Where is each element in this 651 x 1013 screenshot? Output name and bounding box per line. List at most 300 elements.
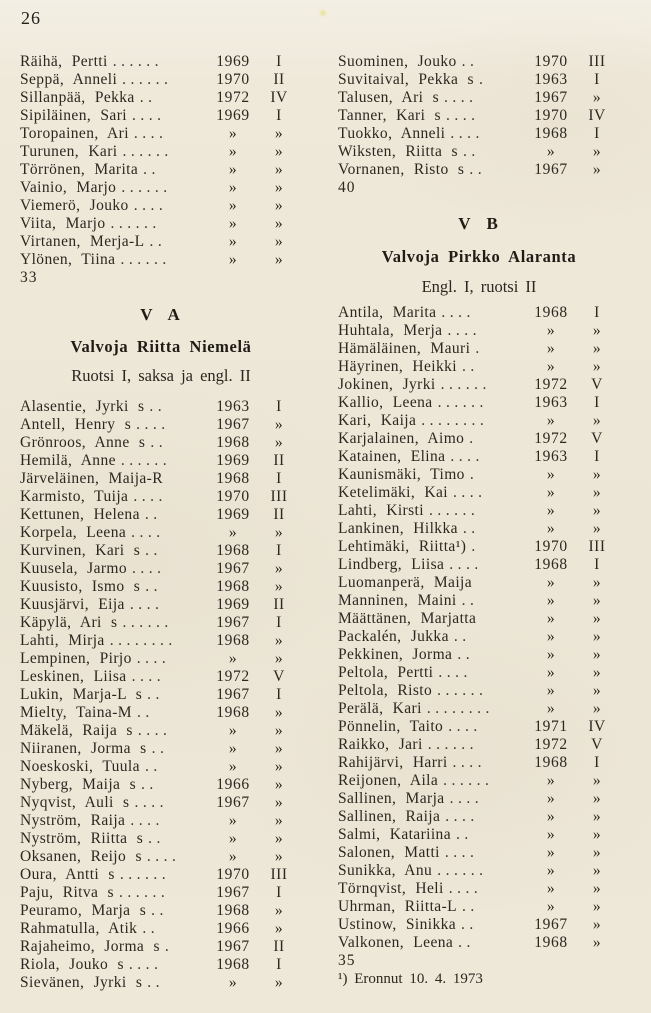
student-year: » (546, 340, 556, 357)
student-name: Kuusjärvi, Eija (20, 596, 125, 613)
student-name: Toropainen, Ari (20, 125, 129, 142)
previous-class-student-count: 33 (20, 269, 38, 286)
dot-leader: .... (449, 556, 483, 573)
dot-leader: .. (145, 542, 162, 559)
student-year: 1967 (216, 938, 250, 955)
student-class-numeral: I (276, 686, 282, 703)
dot-leader: ...... (437, 862, 488, 879)
student-row (338, 592, 620, 610)
student-row (338, 880, 620, 898)
dot-leader: ...... (110, 215, 161, 232)
student-year: » (228, 161, 238, 178)
student-row (338, 304, 620, 322)
student-row (338, 161, 620, 179)
student-class-numeral: » (274, 740, 284, 757)
student-row (338, 610, 620, 628)
student-class-numeral: » (592, 358, 602, 375)
dot-leader: .... (129, 596, 164, 613)
student-year: 1971 (534, 718, 568, 735)
dot-leader: .. (462, 143, 480, 160)
student-class-numeral: » (592, 143, 602, 160)
student-class-numeral: » (274, 830, 284, 847)
student-row (20, 434, 302, 452)
student-row (338, 826, 620, 844)
student-year: 1970 (216, 71, 250, 88)
student-name: Oura, Antti s (20, 866, 115, 883)
student-class-numeral: » (274, 161, 284, 178)
dot-leader: .. (462, 898, 479, 915)
dot-leader: .. (461, 592, 479, 609)
dot-leader: .... (132, 560, 166, 577)
student-class-numeral: II (273, 452, 285, 469)
student-year: » (546, 628, 556, 645)
student-name: Alasentie, Jyrki s (20, 398, 145, 415)
dot-leader: .. (150, 434, 168, 451)
dot-leader: .... (448, 880, 483, 897)
student-row (20, 398, 302, 416)
student-name: Vornanen, Risto s (338, 161, 465, 178)
dot-leader: .... (448, 718, 482, 735)
student-name: Leskinen, Liisa (20, 668, 127, 685)
dot-leader: .. (136, 704, 154, 721)
previous-class-student-list (20, 53, 302, 269)
student-name: Käpylä, Ari s (20, 614, 118, 631)
student-year: » (228, 143, 238, 160)
scan-artifact-speck (320, 10, 326, 16)
student-row (20, 902, 302, 920)
student-row (20, 596, 302, 614)
student-year: 1963 (534, 71, 568, 88)
student-row (20, 578, 302, 596)
student-class-numeral: » (592, 700, 602, 717)
student-class-numeral: I (594, 125, 600, 142)
student-name: Packalén, Jukka (338, 628, 449, 645)
student-row (20, 470, 302, 488)
student-year: 1969 (216, 596, 250, 613)
student-year: » (228, 650, 238, 667)
student-year: » (546, 790, 556, 807)
student-class-numeral: » (274, 215, 284, 232)
student-class-numeral: » (592, 592, 602, 609)
student-name: Nyqvist, Auli s (20, 794, 130, 811)
student-name: Valkonen, Leena (338, 934, 454, 951)
dot-leader: ...... (437, 682, 488, 699)
dot-leader: .. (457, 646, 475, 663)
dot-leader: .. (144, 758, 162, 775)
class-va-student-list (20, 398, 302, 992)
student-year: 1967 (216, 416, 250, 433)
student-row (338, 520, 620, 538)
dot-leader: .. (461, 53, 479, 70)
dot-leader: .. (462, 358, 479, 375)
student-row (338, 844, 620, 862)
student-class-numeral: » (274, 812, 284, 829)
student-name: Riola, Jouko s (20, 956, 124, 973)
student-name: Hämäläinen, Mauri (338, 340, 471, 357)
dot-leader: ...... (120, 452, 172, 469)
student-name: Seppä, Anneli (20, 71, 118, 88)
student-class-numeral: » (274, 650, 284, 667)
student-row (20, 71, 302, 89)
student-class-numeral: II (273, 938, 285, 955)
student-year: » (546, 646, 556, 663)
student-row (20, 920, 302, 938)
student-name: Reijonen, Aila (338, 772, 439, 789)
student-class-numeral: I (594, 71, 600, 88)
student-row (338, 646, 620, 664)
student-row (338, 502, 620, 520)
student-row (338, 358, 620, 376)
student-year: 1963 (534, 394, 568, 411)
student-year: 1968 (534, 556, 568, 573)
student-year: » (228, 251, 238, 268)
student-row (20, 632, 302, 650)
class-vb-student-list (338, 304, 620, 952)
student-row (338, 538, 620, 556)
student-name: Jokinen, Jyrki (338, 376, 436, 393)
dot-leader: .... (450, 448, 484, 465)
student-year: » (546, 808, 556, 825)
student-year: » (546, 844, 556, 861)
student-year: 1970 (534, 53, 568, 70)
student-row (338, 718, 620, 736)
student-row (20, 452, 302, 470)
student-name: Lukin, Marja-L s (20, 686, 143, 703)
student-class-numeral: » (592, 916, 602, 933)
dot-leader: .... (136, 650, 171, 667)
right-column (338, 0, 620, 988)
student-class-numeral: » (592, 808, 602, 825)
student-row (338, 862, 620, 880)
dot-leader: .... (133, 197, 168, 214)
student-row (20, 251, 302, 269)
student-row (338, 322, 620, 340)
student-row (20, 830, 302, 848)
student-row (338, 574, 620, 592)
student-row (20, 506, 302, 524)
section-heading-vb: V B (458, 214, 500, 233)
student-class-numeral: » (274, 416, 284, 433)
student-row (338, 376, 620, 394)
student-row (338, 736, 620, 754)
student-row (20, 704, 302, 722)
student-class-numeral: » (592, 862, 602, 879)
student-name: Ketelimäki, Kai (338, 484, 448, 501)
student-class-numeral: » (592, 790, 602, 807)
student-year: » (546, 520, 556, 537)
student-year: 1968 (216, 632, 250, 649)
student-class-numeral: » (274, 197, 284, 214)
student-row (338, 71, 620, 89)
dot-leader: ........ (426, 700, 494, 717)
supervisor-name-va: Valvoja Riitta Niemelä (70, 337, 252, 356)
student-name: Peuramo, Marja s (20, 902, 147, 919)
student-class-numeral: » (274, 578, 284, 595)
student-name: Wiksten, Riitta s (338, 143, 458, 160)
student-name: Pönnelin, Taito (338, 718, 444, 735)
dot-leader: .... (441, 304, 475, 321)
student-row (20, 197, 302, 215)
student-name: Niiranen, Jorma s (20, 740, 147, 757)
student-class-numeral: » (592, 412, 602, 429)
student-class-numeral: » (592, 646, 602, 663)
student-row (20, 488, 302, 506)
student-class-numeral: I (276, 470, 282, 487)
student-class-numeral: » (274, 125, 284, 142)
student-class-numeral: » (274, 233, 284, 250)
dot-leader: .. (142, 920, 160, 937)
student-year: » (546, 412, 556, 429)
dot-leader: .. (151, 740, 169, 757)
student-year: » (228, 758, 238, 775)
student-year: 1972 (534, 736, 568, 753)
student-class-numeral: I (276, 53, 282, 70)
student-year: » (546, 898, 556, 915)
student-class-numeral: » (592, 844, 602, 861)
student-name: Törnqvist, Heli (338, 880, 444, 897)
student-class-numeral: I (276, 956, 282, 973)
student-class-numeral: » (592, 610, 602, 627)
student-year: » (228, 974, 238, 991)
student-name: Peltola, Risto (338, 682, 433, 699)
student-name: Noeskoski, Tuula (20, 758, 140, 775)
student-row (338, 934, 620, 952)
dot-leader: ...... (119, 884, 170, 901)
student-row (20, 686, 302, 704)
student-class-numeral: » (592, 934, 602, 951)
student-row (20, 179, 302, 197)
student-year: » (228, 524, 238, 541)
student-name: Manninen, Maini (338, 592, 457, 609)
student-year: » (228, 812, 238, 829)
student-name: Rahmatulla, Atik (20, 920, 138, 937)
student-year: » (546, 772, 556, 789)
dot-leader: .. (147, 974, 165, 991)
student-year: 1969 (216, 107, 250, 124)
dot-leader: ...... (443, 772, 494, 789)
student-class-numeral: IV (588, 107, 606, 124)
student-name: Raikko, Jari (338, 736, 423, 753)
student-row (338, 89, 620, 107)
student-year: 1967 (534, 89, 568, 106)
student-name: Antila, Marita (338, 304, 437, 321)
student-name: Mielty, Taina-M (20, 704, 132, 721)
student-class-numeral: » (592, 574, 602, 591)
student-class-numeral: » (274, 920, 284, 937)
student-row (20, 125, 302, 143)
student-class-numeral: » (592, 520, 602, 537)
student-name: Katainen, Elina (338, 448, 446, 465)
dot-leader: .... (131, 107, 166, 124)
student-name: Sunikka, Anu (338, 862, 433, 879)
student-class-numeral: » (274, 722, 284, 739)
student-row (20, 416, 302, 434)
student-row (338, 125, 620, 143)
dot-leader: .... (146, 848, 181, 865)
student-year: 1968 (534, 304, 568, 321)
dot-leader: .... (450, 125, 484, 142)
student-name: Viita, Marjo (20, 215, 106, 232)
student-year: » (546, 466, 556, 483)
student-name: Ylönen, Tiina (20, 251, 116, 268)
student-year: 1966 (216, 776, 250, 793)
student-row (20, 758, 302, 776)
student-year: » (546, 880, 556, 897)
student-year: 1972 (216, 89, 250, 106)
student-year: 1970 (534, 538, 568, 555)
student-year: 1967 (534, 916, 568, 933)
section-heading-va: V A (140, 305, 182, 324)
student-name: Sallinen, Marja (338, 790, 445, 807)
student-name: Rahijärvi, Harri (338, 754, 448, 771)
student-row (338, 556, 620, 574)
dot-leader: .. (149, 233, 167, 250)
student-name: Oksanen, Reijo s (20, 848, 142, 865)
student-class-numeral: » (274, 632, 284, 649)
student-row (20, 938, 302, 956)
student-name: Kuusisto, Ismo s (20, 578, 141, 595)
student-name: Karjalainen, Aimo (338, 430, 465, 447)
dot-leader: ...... (427, 736, 478, 753)
student-class-numeral: II (273, 506, 285, 523)
dot-leader: . (471, 538, 480, 555)
student-row (20, 524, 302, 542)
student-name: Karmisto, Tuija (20, 488, 129, 505)
student-year: » (228, 233, 238, 250)
student-class-numeral: » (274, 434, 284, 451)
dot-leader: ...... (119, 866, 171, 883)
student-class-numeral: » (274, 758, 284, 775)
student-year: » (546, 574, 556, 591)
student-class-numeral: » (592, 502, 602, 519)
student-name: Nyberg, Maija s (20, 776, 137, 793)
student-name: Sievänen, Jyrki s (20, 974, 143, 991)
student-name: Uhrman, Riitta-L (338, 898, 458, 915)
student-name: Antell, Henry s (20, 416, 132, 433)
student-year: » (228, 179, 238, 196)
student-year: » (228, 830, 238, 847)
dot-leader: .... (447, 322, 481, 339)
student-row (338, 790, 620, 808)
dot-leader: .. (147, 686, 164, 703)
student-year: 1966 (216, 920, 250, 937)
student-year: 1972 (534, 376, 568, 393)
class-va-student-list-continued (338, 53, 620, 179)
student-name: Sallinen, Raija (338, 808, 441, 825)
student-row (20, 89, 302, 107)
student-class-numeral: I (276, 884, 282, 901)
student-class-numeral: » (274, 251, 284, 268)
dot-leader: .. (469, 161, 487, 178)
student-class-numeral: » (592, 89, 602, 106)
student-row (20, 143, 302, 161)
student-name: Kallio, Leena (338, 394, 433, 411)
student-year: 1963 (216, 398, 250, 415)
student-name: Ustinow, Sinikka (338, 916, 457, 933)
student-year: » (546, 700, 556, 717)
dot-leader: .. (151, 902, 168, 919)
student-row (20, 866, 302, 884)
student-year: 1968 (534, 125, 568, 142)
student-row (338, 898, 620, 916)
student-year: » (546, 322, 556, 339)
student-row (20, 233, 302, 251)
student-name: Lehtimäki, Riitta¹) (338, 538, 467, 555)
student-row (338, 340, 620, 358)
student-year: 1968 (534, 754, 568, 771)
student-row (338, 448, 620, 466)
student-year: 1967 (216, 686, 250, 703)
student-class-numeral: V (273, 668, 285, 685)
dot-leader: .... (131, 668, 166, 685)
student-year: 1969 (216, 506, 250, 523)
student-year: 1970 (216, 488, 250, 505)
dot-leader: ........ (109, 632, 177, 649)
student-name: Grönroos, Anne s (20, 434, 146, 451)
student-name: Törrönen, Marita (20, 161, 139, 178)
student-year: » (546, 826, 556, 843)
student-class-numeral: I (276, 542, 282, 559)
student-name: Lahti, Kirsti (338, 502, 424, 519)
dot-leader: ...... (122, 614, 173, 631)
student-year: » (228, 215, 238, 232)
student-row (338, 916, 620, 934)
student-year: 1970 (216, 866, 250, 883)
student-row (20, 812, 302, 830)
student-year: 1967 (216, 560, 250, 577)
student-name: Sipiläinen, Sari (20, 107, 127, 124)
student-class-numeral: » (274, 974, 284, 991)
student-name: Salmi, Katariina (338, 826, 451, 843)
student-year: » (546, 664, 556, 681)
dot-leader: ...... (437, 394, 488, 411)
student-row (338, 107, 620, 125)
student-class-numeral: I (276, 107, 282, 124)
student-name: Sillanpää, Pekka (20, 89, 135, 106)
student-name: Perälä, Kari (338, 700, 422, 717)
student-row (20, 650, 302, 668)
student-year: 1968 (216, 542, 250, 559)
student-row (20, 107, 302, 125)
student-year: 1970 (534, 107, 568, 124)
student-row (20, 974, 302, 992)
student-class-numeral: » (274, 704, 284, 721)
student-year: 1967 (534, 161, 568, 178)
student-name: Kettunen, Helena (20, 506, 140, 523)
student-name: Korpela, Leena (20, 524, 127, 541)
student-row (20, 614, 302, 632)
student-row (338, 700, 620, 718)
subjects-line-vb: Engl. I, ruotsi II (421, 277, 537, 296)
dot-leader: .... (449, 790, 484, 807)
student-name: Rajaheimo, Jorma s (20, 938, 160, 955)
student-name: Hemilä, Anne (20, 452, 116, 469)
footnote-eronnut: ¹) Eronnut 10. 4. 1973 (338, 971, 483, 987)
dot-leader: .... (445, 107, 480, 124)
student-year: 1968 (216, 902, 250, 919)
student-class-numeral: » (592, 322, 602, 339)
student-row (338, 772, 620, 790)
dot-leader: .. (458, 934, 475, 951)
student-class-numeral: » (274, 776, 284, 793)
student-year: 1972 (216, 668, 250, 685)
student-class-numeral: » (592, 682, 602, 699)
student-name: Suvitaival, Pekka s (338, 71, 474, 88)
student-year: 1968 (216, 704, 250, 721)
dot-leader: .... (134, 794, 168, 811)
student-row (338, 682, 620, 700)
student-row (338, 466, 620, 484)
